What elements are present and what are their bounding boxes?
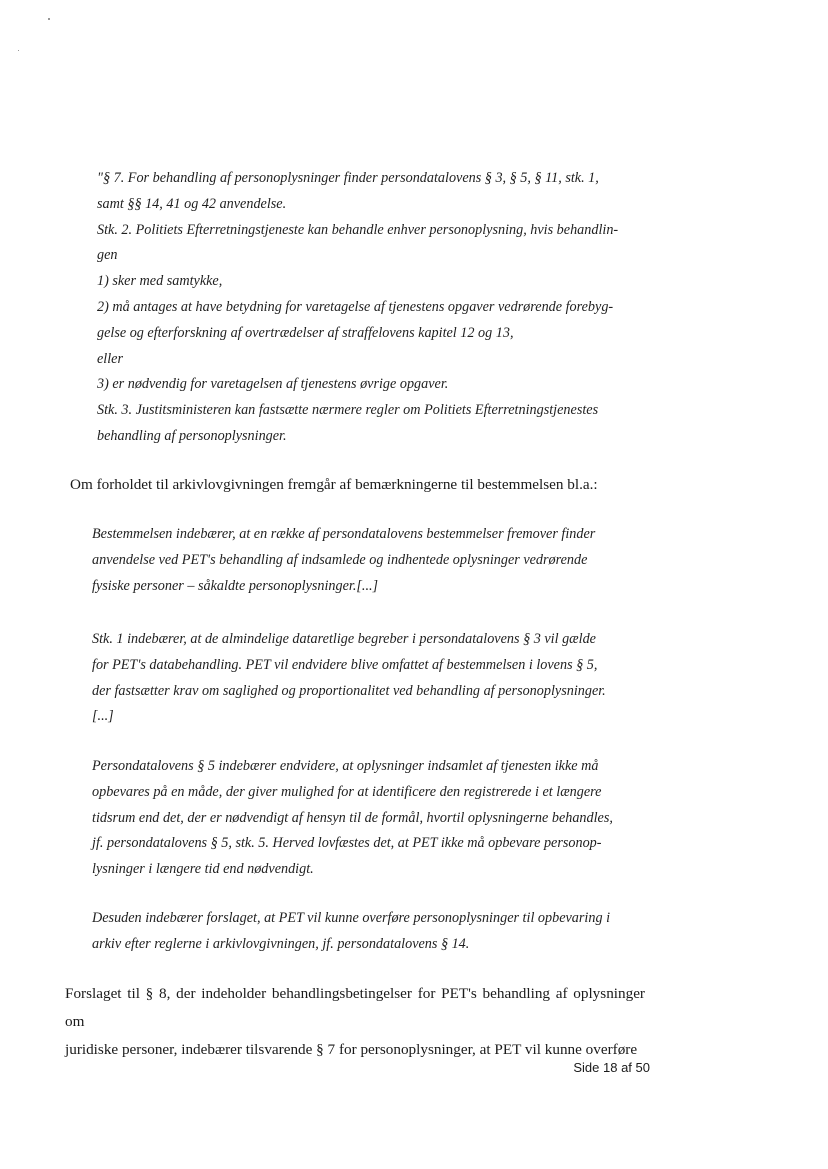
remarks-line: jf. persondatalovens § 5, stk. 5. Herved lovfæstes det, at PET ikke må opbevare personop-: [92, 835, 602, 852]
remarks-line: anvendelse ved PET's behandling af indsamlede og indhentede oplysninger vedrørende: [92, 551, 588, 568]
remarks-line: [...]: [92, 708, 114, 725]
closing-paragraph: [65, 980, 645, 1064]
remarks-line: der fastsætter krav om saglighed og proportionalitet ved behandling af personoplysninger.: [92, 682, 606, 699]
remarks-line: Persondatalovens § 5 indebærer endvidere, at oplysninger indsamlet af tjenesten ikke må: [92, 758, 599, 774]
remarks-line: for PET's databehandling. PET vil endvidere blive omfattet af bestemmelsen i lovens § 5,: [92, 656, 598, 673]
remarks-line: arkiv efter reglerne i arkivlovgivningen, jf. persondatalovens § 14.: [92, 935, 470, 952]
closing-line: Forslaget til § 8, der indeholder behandlingsbetingelser for PET's behandling af oplysninger om: [65, 985, 645, 1030]
remarks-line: tidsrum end det, der er nødvendigt af hensyn til de formål, hvortil oplysningerne behandles,: [92, 809, 613, 826]
quote-line: behandling af personoplysninger.: [97, 427, 287, 444]
remarks-line: lysninger i længere tid end nødvendigt.: [92, 861, 314, 878]
remarks-paragraph: [92, 754, 652, 883]
quote-line: 3) er nødvendig for varetagelsen af tjenestens øvrige opgaver.: [97, 376, 449, 393]
remarks-paragraph: [92, 627, 652, 730]
intro-paragraph: Om forholdet til arkivlovgivningen fremgår af bemærkningerne til bestemmelsen bl.a.:: [70, 476, 598, 493]
quote-line: Stk. 3. Justitsministeren kan fastsætte nærmere regler om Politiets Efterretningstjenestes: [97, 402, 599, 419]
closing-line: juridiske personer, indebærer tilsvarende § 7 for personoplysninger, at PET vil kunne overføre: [65, 1041, 638, 1058]
remarks-line: Bestemmelsen indebærer, at en række af persondatalovens bestemmelser fremover finder: [92, 526, 596, 542]
quote-line: Stk. 2. Politiets Efterretningstjeneste kan behandle enhver personoplysning, hvis behandlin-: [97, 221, 619, 238]
law-quote-block: [97, 166, 657, 450]
remarks-line: Desuden indebærer forslaget, at PET vil kunne overføre personoplysninger til opbevaring i: [92, 910, 611, 926]
quote-line: samt §§ 14, 41 og 42 anvendelse.: [97, 195, 287, 212]
remarks-line: opbevares på en måde, der giver mulighed for at identificere den registrerede i et længere: [92, 783, 602, 800]
quote-line: eller: [97, 350, 123, 367]
page-number: Side 18 af 50: [573, 1060, 650, 1075]
remarks-paragraph: [92, 522, 652, 599]
scan-speck: [48, 18, 50, 20]
remarks-paragraph: [92, 906, 652, 958]
quote-line: "§ 7. For behandling af personoplysninger finder persondatalovens § 3, § 5, § 11, stk. 1,: [97, 170, 599, 186]
quote-line: gen: [97, 247, 118, 264]
quote-line: gelse og efterforskning af overtrædelser af straffelovens kapitel 12 og 13,: [97, 324, 514, 341]
scan-speck: [18, 50, 19, 51]
remarks-line: Stk. 1 indebærer, at de almindelige dataretlige begreber i persondatalovens § 3 vil gælde: [92, 631, 596, 647]
quote-line: 1) sker med samtykke,: [97, 273, 223, 290]
quote-line: 2) må antages at have betydning for varetagelse af tjenestens opgaver vedrørende forebyg-: [97, 298, 614, 315]
remarks-line: fysiske personer – såkaldte personoplysninger.[...]: [92, 577, 379, 594]
